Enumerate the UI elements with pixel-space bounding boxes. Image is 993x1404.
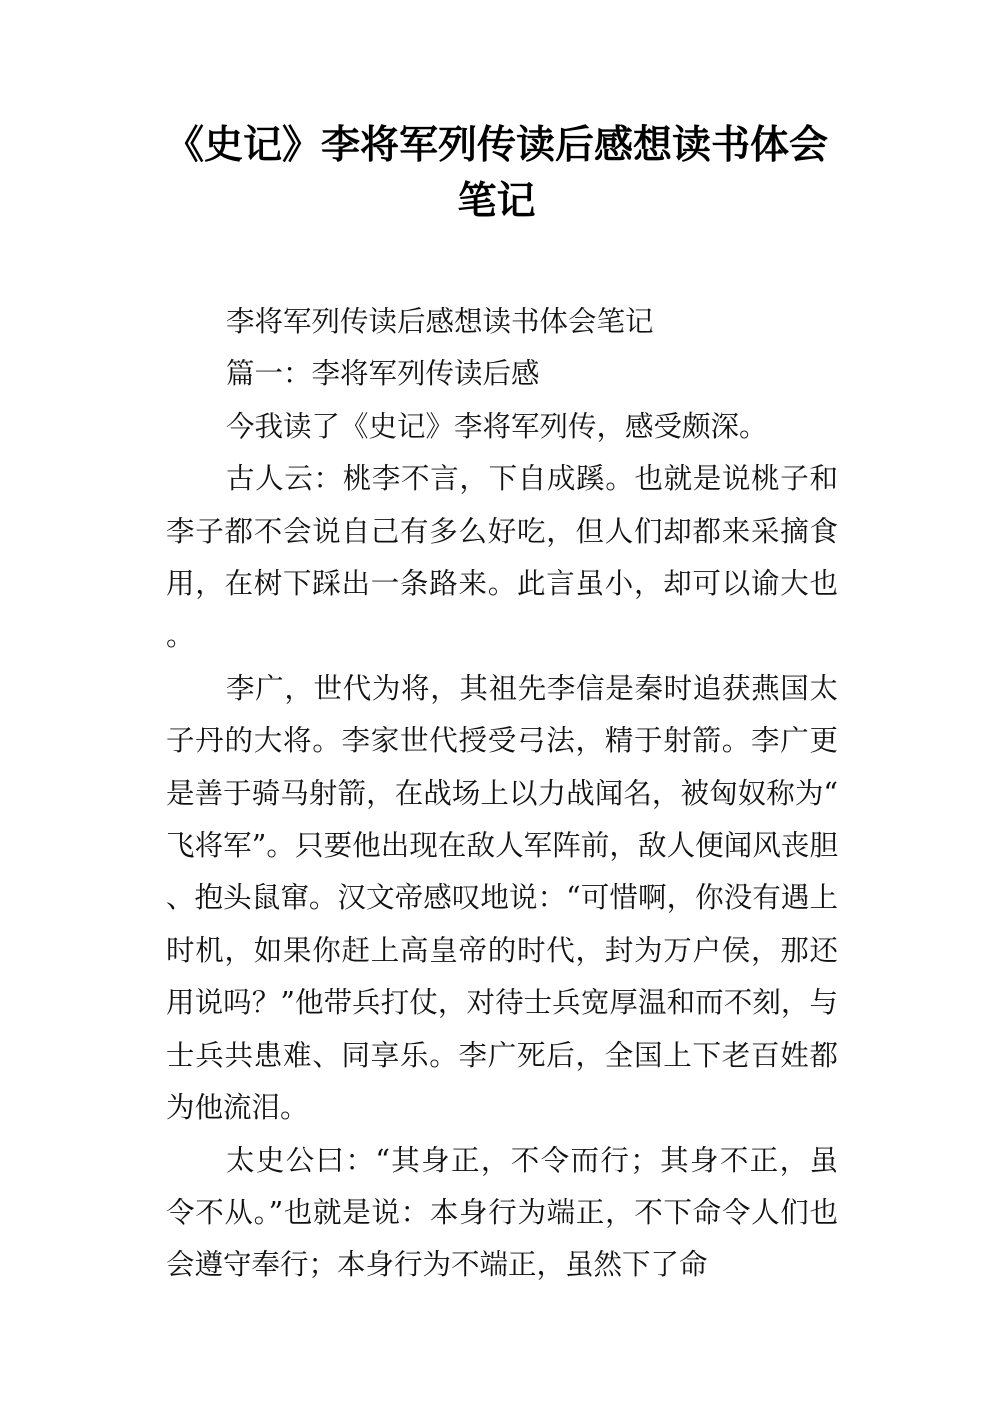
document-body: [166, 296, 838, 1292]
intro-paragraph: 今我读了《史记》李将军列传，感受颇深。: [226, 409, 768, 443]
document-title: 《史记》李将军列传读后感想读书体会笔记: [164, 123, 828, 224]
body-paragraph: 太史公曰：“其身正，不令而行；其身不正，虽令不从。”也就是说：本身行为端正，不下命令人们也会遵守奉行；本身行为不端正，虽然下了命: [166, 1143, 838, 1282]
body-paragraph: 古人云：桃李不言，下自成蹊。也就是说桃子和李子都不会说自己有多么好吃，但人们却都来采摘食用，在树下踩出一条路来。此言虽小，却可以谕大也。: [166, 462, 838, 653]
body-paragraph: 李广，世代为将，其祖先李信是秦时追获燕国太子丹的大将。李家世代授受弓法，精于射箭。李广更是善于骑马射箭，在战场上以力战闻名，被匈奴称为“飞将军”。只要他出现在敌人军阵前，敌人便闻风丧胆、抱头鼠窜。汉文帝感叹地说：“可惜啊，你没有遇上时机，如果你赶上高皇帝的时代，封为万户侯，那还用说吗？”他带兵打仗，对待士兵宽厚温和而不刻，与士兵共患难、同享乐。李广死后，全国上下老百姓都为他流泪。: [166, 671, 838, 1125]
subtitle-paragraph: 李将军列传读后感想读书体会笔记: [226, 305, 654, 338]
section-heading-paragraph: 篇一：李将军列传读后感: [226, 357, 540, 391]
